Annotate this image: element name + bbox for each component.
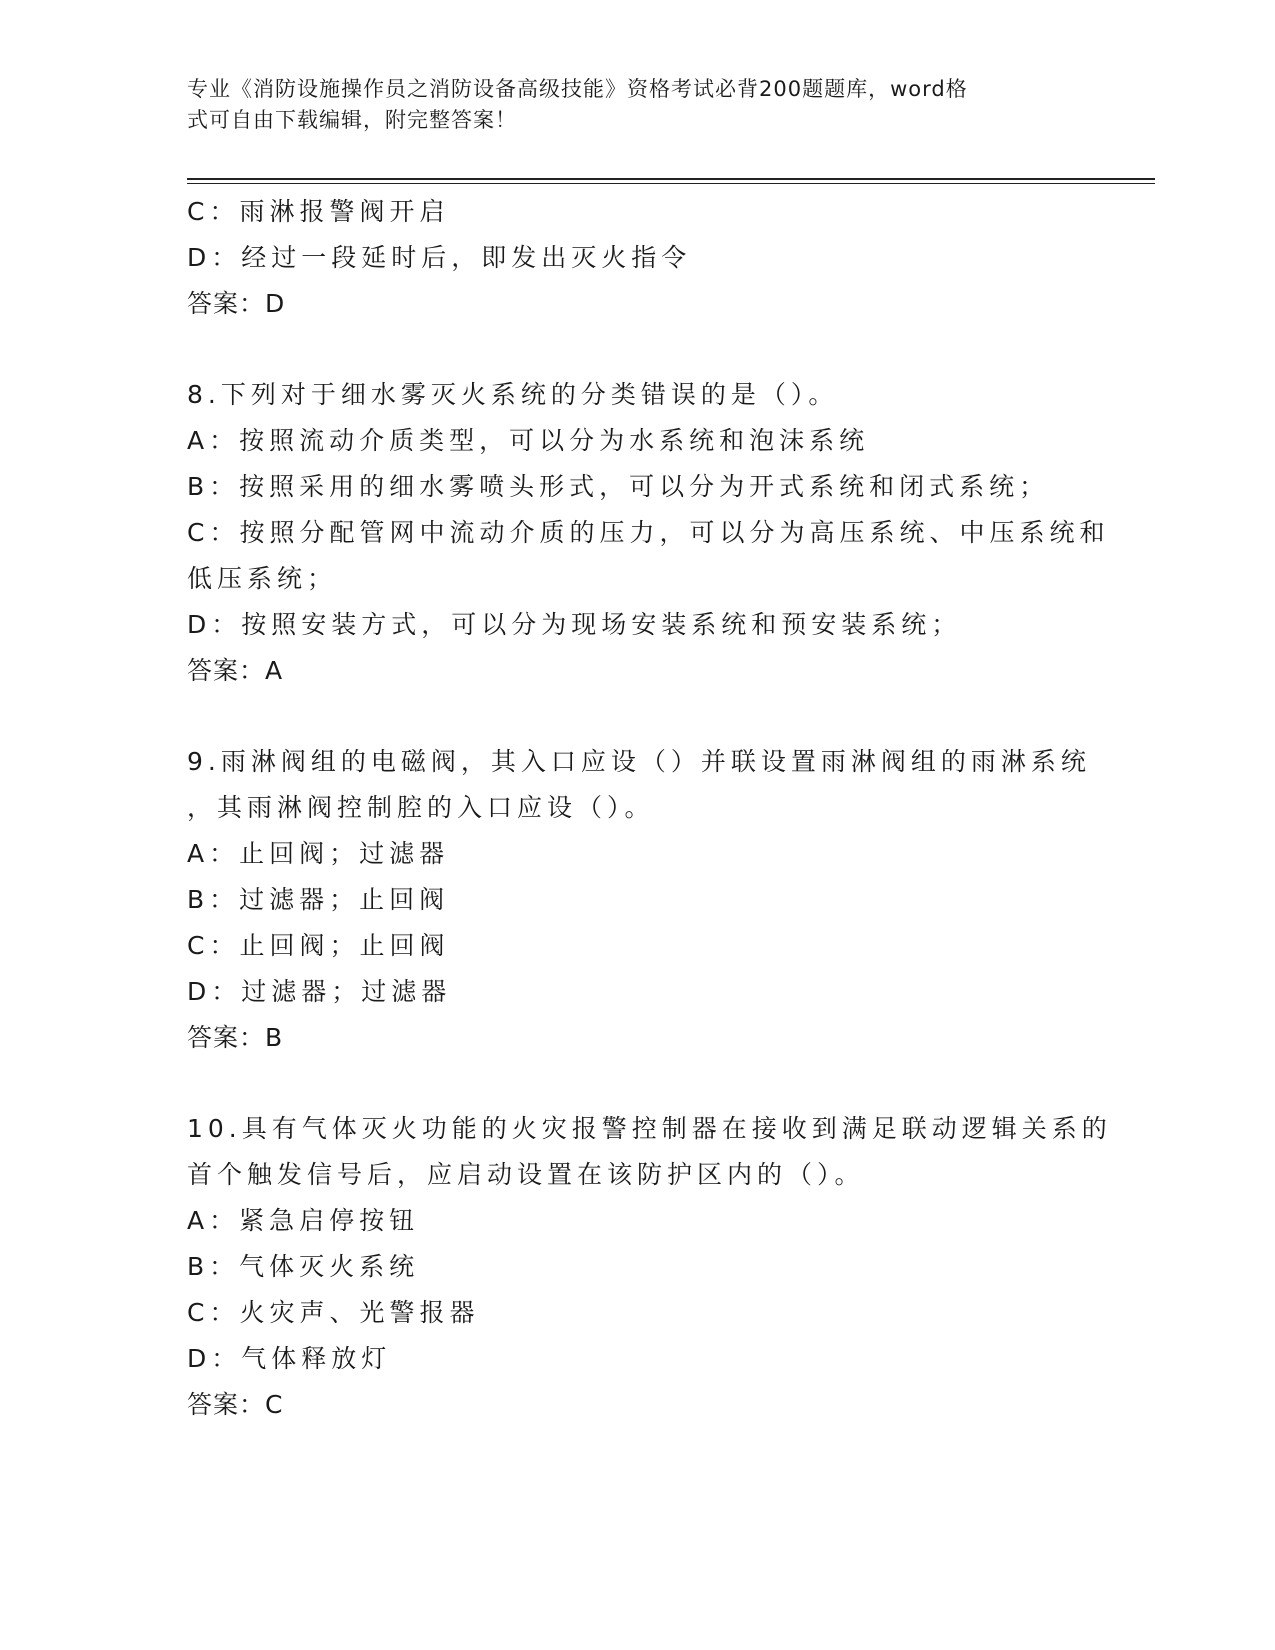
question-list — [187, 189, 1112, 1428]
q9-option-b: B：过滤器；止回阀 — [187, 885, 450, 914]
header-divider-thick — [187, 178, 1155, 180]
q10-stem-line-2: 首个触发信号后，应启动设置在该防护区内的（）。 — [187, 1160, 865, 1189]
spacer — [187, 694, 1087, 739]
q10-answer: 答案：C — [187, 1390, 284, 1419]
q9-stem-line-2: ，其雨淋阀控制腔的入口应设（）。 — [187, 793, 655, 822]
q8-option-d: D：按照安装方式，可以分为现场安装系统和预安装系统； — [187, 610, 962, 639]
q8-stem: 8.下列对于细水雾灭火系统的分类错误的是（）。 — [187, 380, 839, 409]
q8-option-c-line-2: 低压系统； — [187, 564, 338, 593]
q7-option-c: C：雨淋报警阀开启 — [187, 197, 450, 226]
header-title-line-1: 专业《消防设施操作员之消防设备高级技能》资格考试必背200题题库，word格 — [187, 77, 968, 101]
q9-option-a: A：止回阀；过滤器 — [187, 839, 450, 868]
q10-stem-line-1: 10.具有气体灭火功能的火灾报警控制器在接收到满足联动逻辑关系的 — [187, 1114, 1112, 1143]
q9-option-d: D：过滤器；过滤器 — [187, 977, 452, 1006]
q7-option-d: D：经过一段延时后，即发出灭火指令 — [187, 243, 692, 272]
q7-answer: 答案：D — [187, 289, 286, 318]
q9-answer: 答案：B — [187, 1023, 284, 1052]
q10-option-a: A：紧急启停按钮 — [187, 1206, 420, 1235]
document-header — [187, 74, 1067, 136]
q10-option-d: D：气体释放灯 — [187, 1344, 392, 1373]
header-title-line-2: 式可自由下载编辑，附完整答案！ — [187, 108, 517, 132]
question-9 — [187, 739, 1091, 1061]
q8-option-c-line-1: C：按照分配管网中流动介质的压力，可以分为高压系统、中压系统和 — [187, 518, 1110, 547]
q10-option-c: C：火灾声、光警报器 — [187, 1298, 480, 1327]
q9-option-c: C：止回阀；止回阀 — [187, 931, 450, 960]
q8-option-a: A：按照流动介质类型，可以分为水系统和泡沫系统 — [187, 426, 870, 455]
question-10 — [187, 1106, 1112, 1428]
spacer — [187, 1061, 1087, 1106]
question-7-tail — [187, 189, 1087, 327]
q9-stem-line-1: 9.雨淋阀组的电磁阀，其入口应设（）并联设置雨淋阀组的雨淋系统 — [187, 747, 1091, 776]
header-divider-thin — [187, 183, 1155, 184]
question-8 — [187, 372, 1110, 694]
q8-option-b: B：按照采用的细水雾喷头形式，可以分为开式系统和闭式系统； — [187, 472, 1050, 501]
q10-option-b: B：气体灭火系统 — [187, 1252, 420, 1281]
q8-answer: 答案：A — [187, 656, 284, 685]
spacer — [187, 327, 1087, 372]
